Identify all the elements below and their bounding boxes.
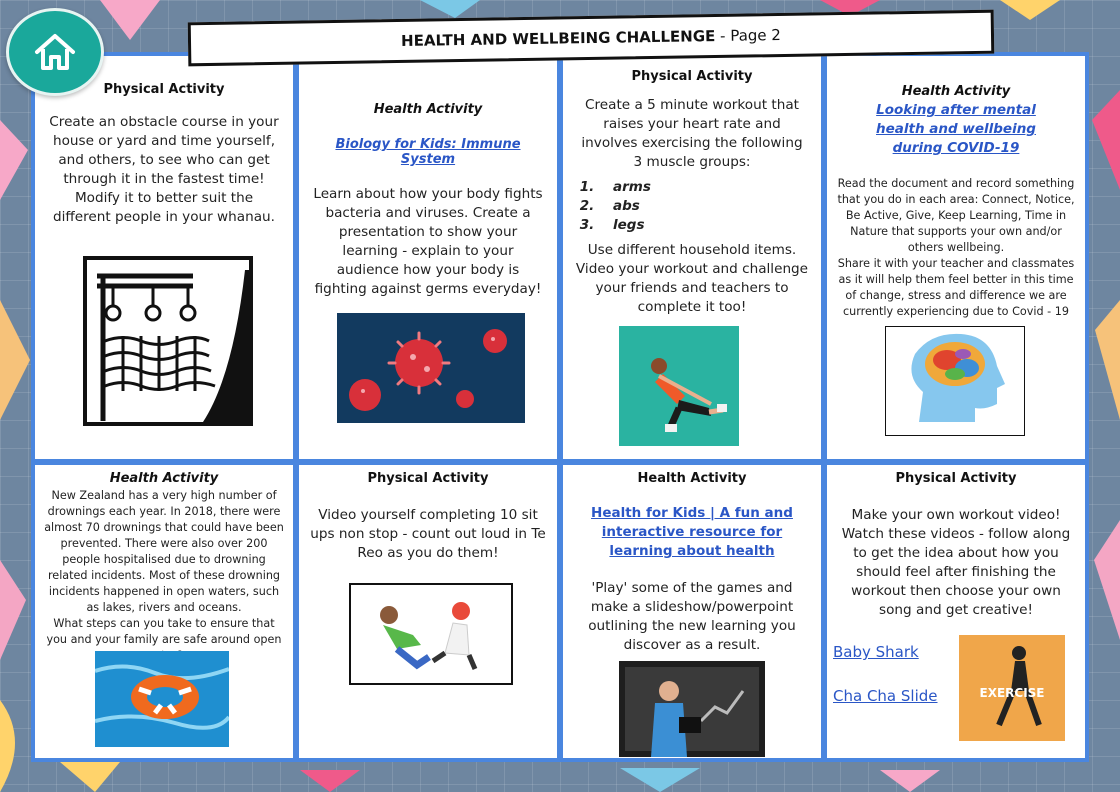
home-button[interactable] xyxy=(6,8,104,96)
card-immune-system xyxy=(299,56,557,459)
cha-cha-slide-link[interactable]: Cha Cha Slide xyxy=(833,687,938,705)
card-heading: Physical Activity xyxy=(367,471,489,486)
card-body: Learn about how your body fights bacteria and viruses. Create a presentation to show your learning - explain to your audience how your body is fighting against germs everyday! xyxy=(313,186,543,297)
baby-shark-link[interactable]: Baby Shark xyxy=(833,643,919,661)
muscle-group-item: 2. abs xyxy=(599,197,813,216)
card-five-minute-workout xyxy=(563,56,821,459)
exercise-image xyxy=(959,635,1065,741)
banner-page: - Page 2 xyxy=(719,26,782,45)
card-water-safety xyxy=(35,465,293,758)
card-obstacle-course xyxy=(35,56,293,459)
card-body: Video yourself completing 10 sit ups non stop - count out loud in Te Reo as you do them! xyxy=(310,507,546,561)
banner-title: HEALTH AND WELLBEING CHALLENGE xyxy=(400,27,716,50)
immune-system-link[interactable]: Biology for Kids: Immune System xyxy=(335,137,521,167)
sit-ups-image xyxy=(349,583,513,685)
card-heading: Health Activity xyxy=(109,471,219,486)
card-heading: Physical Activity xyxy=(631,69,753,84)
muscle-group-item: 3. legs xyxy=(599,216,813,235)
card-body-2: Share it with your teacher and classmates as it will help them feel better in this time of change, stress and difference we are currently experiencing due to Covid - 19 xyxy=(837,257,1075,318)
presenter-image xyxy=(619,661,765,757)
card-heading: Health Activity xyxy=(637,471,747,486)
muscle-group-list xyxy=(599,178,813,235)
muscle-group-item: 1. arms xyxy=(599,178,813,197)
life-ring-image xyxy=(95,651,229,747)
health-for-kids-link[interactable]: Health for Kids | A fun and interactive resource for learning about health xyxy=(591,505,793,559)
stretching-person-image xyxy=(619,326,739,446)
home-icon xyxy=(32,31,78,73)
card-body: Make your own workout video! Watch these videos - follow along to get the idea about how you should feel after finishing the workout then choose your own song and get creative! xyxy=(841,507,1071,618)
card-heading: Health Activity xyxy=(373,102,483,117)
card-heading: Physical Activity xyxy=(895,471,1017,486)
activity-board xyxy=(31,52,1089,762)
card-body: New Zealand has a very high number of drownings each year. In 2018, there were almost 70 drownings that could have been prevented. There were also over 200 people hospitalised due to drowning related incidents. Most of these drowning incidents happened in open waters, such as lakes, rivers and oceans. xyxy=(44,489,284,614)
exercise-image-text: EXERCISE xyxy=(979,686,1045,700)
card-body: Use different household items. Video your workout and challenge your friends and teachers to complete it too! xyxy=(575,242,809,315)
card-body: 'Play' some of the games and make a slideshow/powerpoint outlining the new learning you discover as a result. xyxy=(588,580,796,653)
card-mental-health xyxy=(827,56,1085,459)
card-heading: Physical Activity xyxy=(103,82,225,97)
card-heading: Health Activity xyxy=(901,84,1011,99)
card-body-2: What steps can you take to ensure that you and your family are safe around open xyxy=(46,617,282,646)
card-sit-ups xyxy=(299,465,557,758)
card-health-for-kids xyxy=(563,465,821,758)
virus-image xyxy=(337,313,525,423)
brain-head-image xyxy=(885,326,1025,436)
mental-health-link[interactable]: Looking after mental health and wellbeing during COVID-19 xyxy=(876,102,1036,156)
obstacle-course-icon xyxy=(83,256,253,426)
card-intro: Create a 5 minute workout that raises your heart rate and involves exercising the following 3 muscle groups: xyxy=(581,97,803,170)
card-body: Read the document and record something that you do in each area: Connect, Notice, Be Active, Give, Keep Learning, Time in Nature that supports your own and/or others wellbeing. xyxy=(837,177,1075,254)
card-workout-video xyxy=(827,465,1085,758)
card-body: Create an obstacle course in your house or yard and time yourself, and others, to see who can get through it in the fastest time! Modify it to better suit the different people in your whanau. xyxy=(49,114,279,225)
